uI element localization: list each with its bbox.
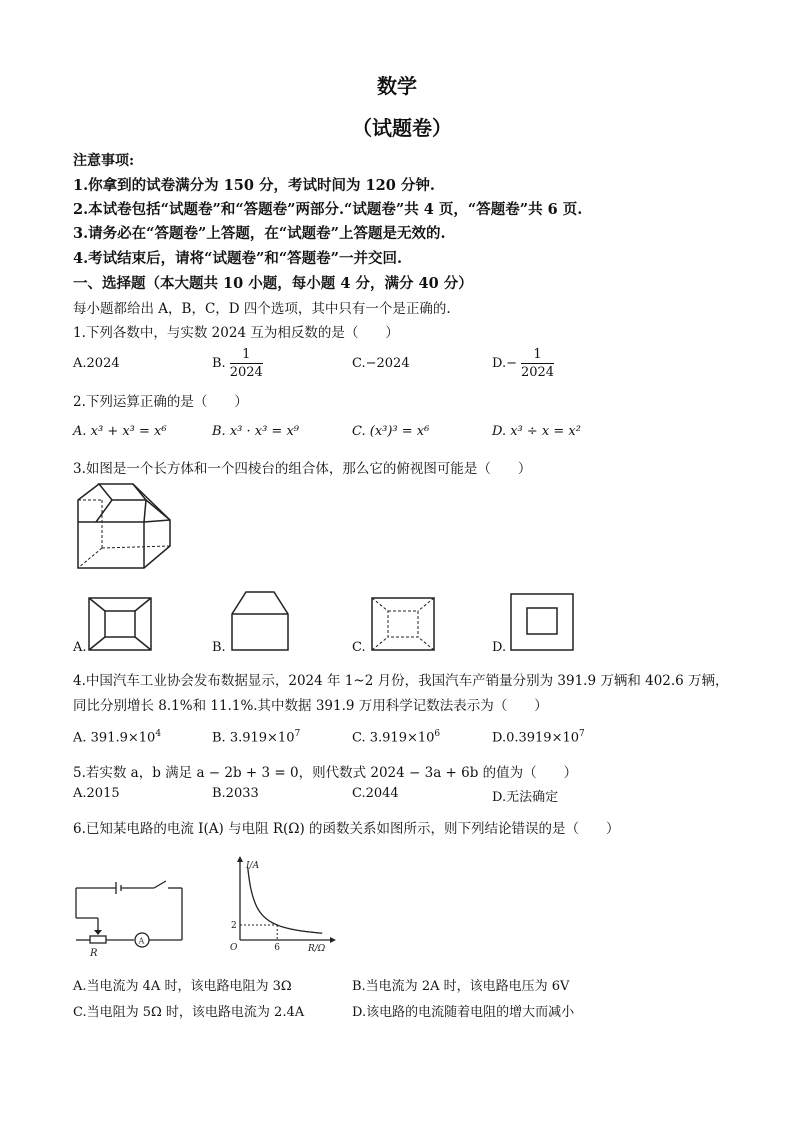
q3-stem: 3.如图是一个长方体和一个四棱台的组合体，那么它的俯视图可能是（ ） — [73, 461, 532, 477]
page-subtitle: （试题卷） — [352, 116, 452, 140]
q1-d-denominator: 2024 — [520, 365, 555, 380]
q5-option-d: D.无法确定 — [492, 790, 559, 805]
q4-stem-line-2: 同比分别增长 8.1%和 11.1%.其中数据 391.9 万用科学记数法表示为（ ） — [73, 698, 548, 714]
q3-option-a: A. — [73, 640, 87, 655]
q6-option-a: A.当电流为 4A 时，该电路电阻为 3Ω — [73, 979, 292, 994]
q4-d-base: D.0.3919×10 — [492, 730, 580, 746]
q3-option-c: C. — [352, 640, 366, 655]
q4-c-base: C. 3.919×10 — [352, 730, 435, 746]
q6-graph-x-tick: 6 — [274, 943, 280, 953]
q1-d-prefix: D.− — [492, 356, 517, 371]
section-instruction: 每小题都给出 A，B，C，D 四个选项，其中只有一个是正确的. — [73, 301, 451, 317]
page-title: 数学 — [377, 74, 417, 98]
q5-stem: 5.若实数 a，b 满足 a − 2b + 3 = 0，则代数式 2024 − 3a + 6b 的值为（ ） — [73, 765, 578, 781]
q6-stem: 6.已知某电路的电流 I(A) 与电阻 R(Ω) 的函数关系如图所示，则下列结论错误的是（ ） — [73, 821, 620, 837]
q6-option-c: C.当电阻为 5Ω 时，该电路电流为 2.4A — [73, 1005, 305, 1020]
q1-stem: 1.下列各数中，与实数 2024 互为相反数的是（ ） — [73, 325, 399, 341]
note-item-3: 3.请务必在“答题卷”上答题，在“试题卷”上答题是无效的. — [73, 225, 446, 242]
q5-option-a: A.2015 — [73, 786, 120, 801]
q4-option-a — [73, 729, 161, 745]
q4-a-base: A. 391.9×10 — [73, 730, 156, 746]
q6-option-b: B.当电流为 2A 时，该电路电压为 6V — [352, 979, 570, 994]
q5-option-c: C.2044 — [352, 786, 399, 801]
q6-ammeter-label: A — [138, 936, 145, 946]
note-item-1: 1.你拿到的试卷满分为 150 分，考试时间为 120 分钟. — [73, 177, 435, 194]
q6-graph-origin: O — [230, 943, 238, 953]
q6-graph-ylabel: I/A — [246, 861, 260, 871]
q2-option-a: A. x³ + x³ = x⁶ — [73, 424, 167, 439]
q1-b-denominator: 2024 — [229, 365, 263, 380]
q6-graph-xlabel: R/Ω — [308, 944, 326, 954]
q1-option-d — [492, 346, 554, 381]
q4-a-exponent: 4 — [155, 729, 162, 739]
q1-d-numerator: 1 — [521, 346, 554, 364]
q6-graph-y-tick: 2 — [231, 921, 237, 931]
q6-circuit-r-label: R — [90, 948, 98, 959]
q1-d-fraction — [521, 346, 554, 381]
q1-option-b — [212, 346, 263, 381]
note-item-2: 2.本试卷包括“试题卷”和“答题卷”两部分.“试题卷”共 4 页，“答题卷”共 6 页. — [73, 201, 583, 218]
q2-option-c: C. (x³)³ = x⁶ — [352, 424, 430, 439]
q6-option-d: D.该电路的电流随着电阻的增大而减小 — [352, 1005, 575, 1020]
section-heading: 一、选择题（本大题共 10 小题，每小题 4 分，满分 40 分） — [73, 275, 473, 292]
q4-option-d — [492, 729, 585, 745]
q3-option-a-figure — [87, 596, 153, 652]
q4-option-b — [212, 729, 300, 745]
q1-b-prefix: B. — [212, 356, 226, 371]
q1-option-a: A.2024 — [73, 356, 120, 371]
q4-b-exponent: 7 — [294, 729, 301, 739]
q3-option-b-figure — [230, 590, 290, 652]
q3-option-c-figure — [370, 596, 436, 652]
q3-option-d: D. — [492, 640, 507, 655]
q1-option-c: C.−2024 — [352, 356, 410, 371]
q2-option-d: D. x³ ÷ x = x² — [492, 424, 581, 439]
q2-stem: 2.下列运算正确的是（ ） — [73, 394, 248, 410]
notes-heading: 注意事项: — [73, 153, 135, 169]
q4-c-exponent: 6 — [434, 729, 441, 739]
q3-solid-figure — [72, 478, 174, 576]
q4-stem-line-1: 4.中国汽车工业协会发布数据显示，2024 年 1~2 月份，我国汽车产销量分别为 391.9 万辆和 402.6 万辆， — [73, 673, 729, 689]
q1-b-fraction — [230, 346, 263, 381]
q4-d-exponent: 7 — [579, 729, 585, 739]
q6-inverse-curve — [248, 868, 322, 933]
q6-circuit-diagram — [70, 874, 186, 960]
q4-b-base: B. 3.919×10 — [212, 730, 295, 746]
q1-b-numerator: 1 — [230, 346, 263, 364]
q2-option-b: B. x³ · x³ = x⁹ — [212, 424, 300, 439]
q4-option-c — [352, 729, 440, 745]
note-item-4: 4.考试结束后，请将“试题卷”和“答题卷”一并交回. — [73, 250, 403, 267]
q6-function-graph — [226, 854, 342, 954]
q5-option-b: B.2033 — [212, 786, 259, 801]
q3-option-d-figure — [509, 592, 575, 652]
q3-option-b: B. — [212, 640, 226, 655]
